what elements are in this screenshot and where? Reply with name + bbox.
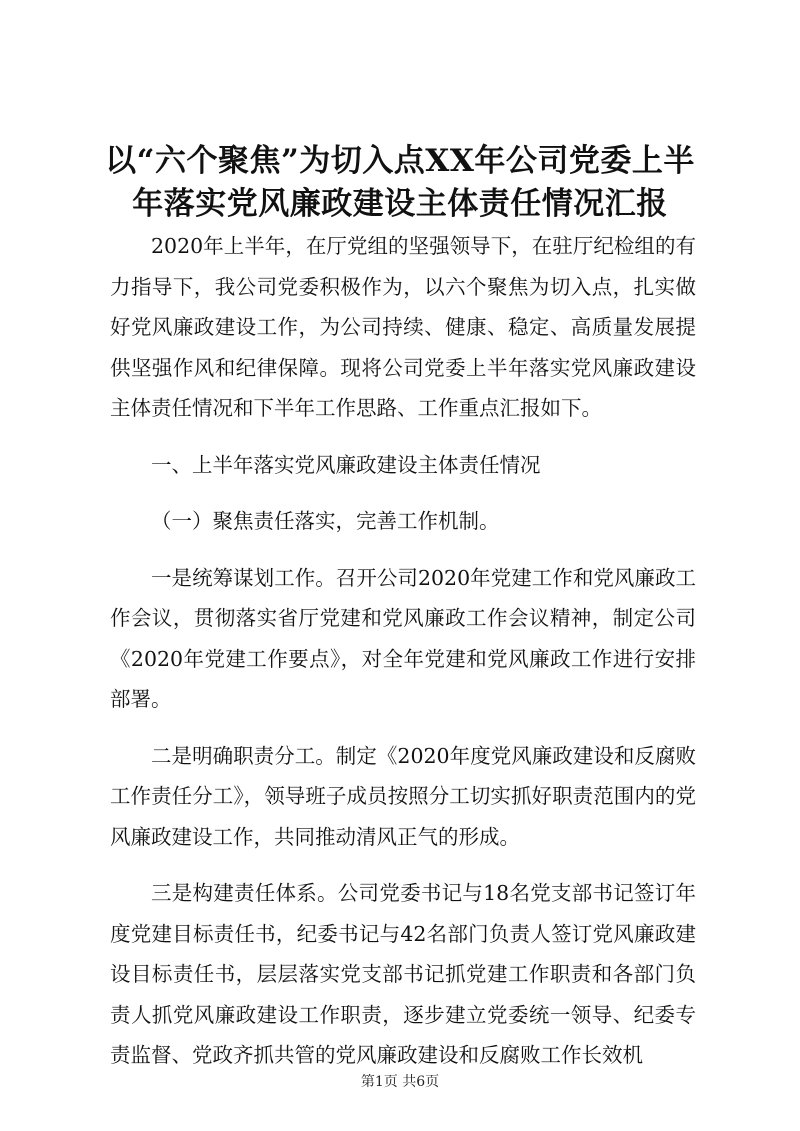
page-footer: [0, 1072, 800, 1092]
title-line-2: 年落实党风廉政建设主体责任情况汇报: [132, 186, 668, 222]
paragraph-item-1: 一是统筹谋划工作。召开公司2020年党建工作和党风廉政工作会议，贯彻落实省厅党建和党风廉政工作会议精神，制定公司《2020年党建工作要点》，对全年党建和党风廉政工作进行安排部署。: [110, 565, 696, 711]
paragraph-intro: 2020年上半年，在厅党组的坚强领导下，在驻厅纪检组的有力指导下，我公司党委积极作为，以六个聚焦为切入点，扎实做好党风廉政建设工作，为公司持续、健康、稳定、高质量发展提供坚强作风和纪律保障。现将公司党委上半年落实党风廉政建设主体责任情况和下半年工作思路、工作重点汇报如下。: [110, 234, 696, 420]
paragraph-item-3: 三是构建责任体系。公司党委书记与18名党支部书记签订年度党建目标责任书，纪委书记与42名部门负责人签订党风廉政建设目标责任书，层层落实党支部书记抓党建工作职责和各部门负责人抓党风廉政建设工作职责，逐步建立党委统一领导、纪委专责监督、党政齐抓共管的党风廉政建设和反腐败工作长效机: [110, 881, 696, 1067]
section-heading-1: 一、上半年落实党风廉政建设主体责任情况: [151, 452, 541, 477]
title-line-1: 以“六个聚焦”为切入点XX年公司党委上半: [105, 143, 695, 179]
document-title: [100, 140, 700, 226]
page-number: 第1页 共6页: [360, 1074, 440, 1090]
paragraph-item-2: 二是明确职责分工。制定《2020年度党风廉政建设和反腐败工作责任分工》，领导班子成员按照分工切实抓好职责范围内的党风廉政建设工作，共同推动清风正气的形成。: [110, 743, 696, 849]
document-body: [110, 226, 696, 1092]
subsection-heading-1: （一）聚焦责任落实，完善工作机制。: [151, 509, 500, 533]
